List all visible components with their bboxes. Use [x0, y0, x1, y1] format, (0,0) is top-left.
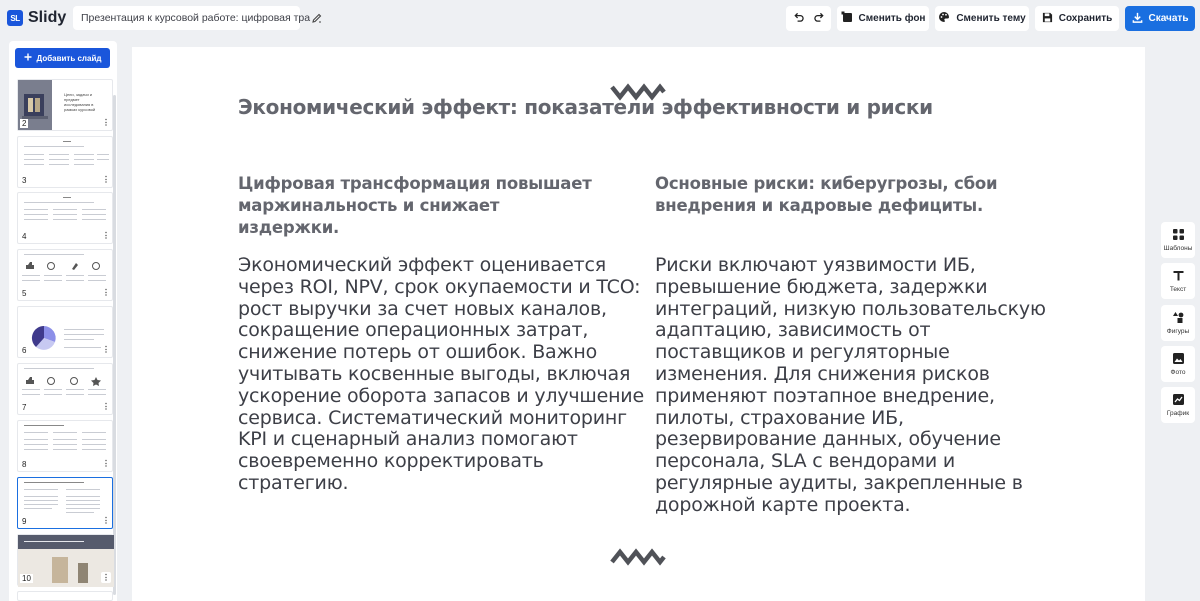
thumbnail-menu-icon[interactable]: ⋮ [102, 345, 110, 354]
thumbnail-text-line [24, 209, 48, 210]
chart-tool[interactable] [1161, 387, 1195, 423]
grid-icon [1173, 229, 1184, 242]
thumbnail-text-line [24, 500, 58, 501]
thumbnail-menu-icon[interactable]: ⋮ [102, 459, 110, 468]
save-button[interactable] [1035, 6, 1119, 31]
chart-label: График [1166, 409, 1190, 417]
thumbnail-number: 6 [22, 346, 27, 355]
palette-icon [938, 11, 950, 26]
document-title-text: Презентация к курсовой работе: цифровая тра [81, 12, 311, 24]
thumbnail-menu-icon[interactable]: ⋮ [102, 175, 110, 184]
change-background-label: Сменить фон [858, 13, 926, 24]
slide-thumbnail-7[interactable] [17, 363, 113, 415]
background-icon [841, 11, 853, 26]
app-name: Slidy [28, 9, 67, 26]
text-label: Текст [1169, 285, 1187, 293]
thumbnail-text-line [88, 394, 106, 395]
slide-thumbnail-5[interactable] [17, 249, 113, 301]
thumbnail-text-line [22, 389, 40, 390]
slide-thumbnail-4[interactable] [17, 192, 113, 244]
thumbnail-text-line [74, 164, 94, 165]
thumbnail-text-line [66, 500, 100, 501]
thumbnail-text-line [53, 209, 77, 210]
thumbnail-text-line [53, 449, 77, 450]
thumbnail-number: 3 [22, 176, 27, 185]
slide-title[interactable]: Экономический эффект: показатели эффективности и риски [238, 95, 933, 119]
zigzag-decoration-bottom [610, 547, 666, 567]
save-icon [1042, 12, 1053, 26]
thumbnail-text-line [82, 432, 106, 433]
thumbnail-photo-object [78, 563, 88, 583]
thumbnail-text-line [22, 275, 40, 276]
thumbnail-text-line [66, 504, 100, 505]
thumbnail-text-line [24, 439, 48, 440]
thumbnail-number: 4 [22, 232, 27, 241]
thumbnail-text-line [82, 219, 106, 220]
thumbnail-text-line [22, 280, 40, 281]
thumbnail-text-line [66, 508, 100, 509]
thumbnail-text-line [24, 219, 48, 220]
thumbnail-menu-icon[interactable]: ⋮ [102, 573, 110, 582]
thumbnail-text-line [24, 489, 58, 490]
shapes-tool[interactable] [1161, 305, 1195, 341]
thumbnail-number: 2 [22, 119, 27, 128]
thumbnail-heading-line [63, 141, 71, 142]
slide-thumbnail-6[interactable] [17, 306, 113, 358]
thumbnail-text-line [88, 389, 106, 390]
thumbnail-text-line [24, 154, 44, 155]
logo-mark-icon: SL [7, 10, 23, 26]
add-slide-button[interactable] [15, 48, 110, 68]
plus-icon [24, 53, 32, 63]
slide-canvas[interactable] [132, 47, 1145, 601]
thumbnail-text-line [22, 394, 40, 395]
thumbnail-text-line [82, 209, 106, 210]
thumbnail-text-line [82, 444, 106, 445]
thumbnail-text-line [24, 449, 48, 450]
shapes-label: Фигуры [1166, 327, 1190, 335]
thumbnail-text-line [24, 496, 58, 497]
thumbnail-text-line [24, 368, 94, 369]
thumbnail-menu-icon[interactable]: ⋮ [102, 118, 110, 127]
redo-icon[interactable] [814, 12, 825, 26]
thumbnail-number: 8 [22, 460, 27, 469]
photo-tool[interactable] [1161, 346, 1195, 382]
thumbnail-heading-line [24, 425, 64, 426]
thumbnail-text-line [44, 394, 62, 395]
thumbnail-menu-icon[interactable]: ⋮ [102, 402, 110, 411]
thumbnail-text-line [82, 439, 106, 440]
slide-thumbnail-next[interactable] [17, 591, 113, 601]
thumbnail-text-line [53, 214, 77, 215]
thumbnail-text-line [53, 439, 77, 440]
thumbnail-text-line [74, 159, 94, 160]
thumbnail-text-line [82, 449, 106, 450]
undo-icon[interactable] [793, 12, 804, 26]
thumbnail-icons-row [24, 261, 110, 271]
thumbnail-text-line [44, 275, 62, 276]
thumbnail-text-line [88, 275, 106, 276]
document-title-field[interactable] [73, 6, 311, 30]
thumbnail-menu-icon[interactable]: ⋮ [102, 288, 110, 297]
thumbnails-scrollbar[interactable] [113, 95, 116, 595]
save-label: Сохранить [1058, 13, 1113, 24]
slide-thumbnail-10[interactable] [17, 534, 113, 586]
thumbnail-text-line [64, 329, 104, 330]
app-logo[interactable] [7, 7, 66, 29]
thumbnail-menu-icon[interactable]: ⋮ [102, 231, 110, 240]
right-column-body[interactable]: Риски включают уязвимости ИБ, превышение бюджета, задержки интеграций, низкую пользовательскую адаптацию, зависимость от поставщиков и регуляторные изменения. Для снижения рисков применяют поэтапное внедрение, пилоты, страхование ИБ, резервирование данных, обучение персонала, SLA с вендорами и регулярные аудиты, закрепленные в дорожной карте проекта. [655, 254, 1046, 516]
image-icon [1173, 353, 1184, 366]
thumbnail-text-line [53, 219, 77, 220]
thumbnail-text-line [24, 202, 94, 203]
change-theme-label: Сменить тему [956, 13, 1026, 24]
thumbnail-text-line [82, 214, 106, 215]
thumbnail-title: Цели, задачи и предмет исследования в рамках курсовой [64, 92, 96, 112]
thumbnail-number: 7 [22, 403, 27, 412]
slide-thumbnail-3[interactable] [17, 136, 113, 188]
thumbnail-text-line [66, 512, 94, 513]
thumbnail-heading-line [63, 197, 71, 198]
slide-thumbnail-9[interactable] [17, 477, 113, 529]
shapes-icon [1173, 312, 1184, 325]
thumbnail-text-line [24, 164, 44, 165]
thumbnail-text-line [24, 146, 84, 147]
thumbnail-dark-banner [18, 535, 114, 549]
thumbnail-text-line [64, 334, 104, 335]
change-theme-button[interactable] [935, 6, 1029, 31]
thumbnail-text-line [74, 154, 94, 155]
thumbnail-text-line [53, 444, 77, 445]
templates-tool[interactable] [1161, 222, 1195, 258]
thumbnail-text-line [44, 280, 62, 281]
slide-thumbnail-8[interactable] [17, 420, 113, 472]
thumbnail-number: 9 [22, 517, 27, 526]
thumbnail-text-line [49, 164, 69, 165]
thumbnail-text-line [66, 275, 84, 276]
thumbnail-text-line [24, 159, 44, 160]
thumbnail-text-line [53, 432, 77, 433]
thumbnail-text-line [66, 496, 100, 497]
text-icon [1173, 270, 1184, 283]
pencil-icon[interactable] [310, 13, 322, 23]
chart-icon [1173, 394, 1184, 407]
left-column-body[interactable]: Экономический эффект оценивается через ROI, NPV, срок окупаемости и TCO: рост выручки за счет новых каналов, сокращение операционных затрат, снижение потерь от ошибок. Важно учитывать косвенные выгоды, включая ускорение оборота запасов и улучшение сервиса. Систематический мониторинг KPI и сценарный анализ помогают своевременно корректировать стратегию. [238, 254, 644, 494]
thumbnail-text-line [24, 214, 48, 215]
right-column-heading[interactable]: Основные риски: киберугрозы, сбои внедрения и кадровые дефициты. [655, 174, 998, 215]
thumbnail-text-line [64, 339, 94, 340]
top-bar [0, 0, 1200, 38]
slide-thumbnail-2[interactable] [17, 79, 113, 131]
thumbnail-text-line [97, 154, 109, 155]
change-background-button[interactable] [837, 6, 929, 31]
undo-redo-group [786, 6, 831, 31]
thumbnail-text-line [44, 389, 62, 390]
thumbnail-text-line [66, 394, 84, 395]
text-tool[interactable] [1161, 263, 1195, 299]
thumbnail-text-line [24, 508, 52, 509]
thumbnail-text-line [24, 432, 48, 433]
thumbnail-pie-chart [32, 326, 56, 350]
thumbnail-text-line [64, 347, 104, 348]
thumbnail-text-line [49, 154, 69, 155]
thumbnail-text-line [49, 159, 69, 160]
download-button[interactable] [1125, 6, 1195, 31]
thumbnail-heading-line [24, 482, 84, 483]
left-column-heading[interactable]: Цифровая трансформация повышает маржинальность и снижает издержки. [238, 174, 592, 237]
thumbnail-text-line [24, 444, 48, 445]
thumbnail-text-line [66, 280, 84, 281]
thumbnail-menu-icon[interactable]: ⋮ [102, 516, 110, 525]
thumbnail-text-line [24, 504, 58, 505]
thumbnail-text-line [66, 489, 100, 490]
add-slide-label: Добавить слайд [36, 53, 102, 63]
slide-thumbnails-panel [9, 41, 117, 601]
download-label: Скачать [1148, 13, 1189, 24]
thumbnail-text-line [88, 280, 106, 281]
thumbnail-heading-line [24, 541, 84, 542]
thumbnail-photo-object [52, 557, 68, 583]
templates-label: Шаблоны [1163, 244, 1193, 252]
thumbnail-text-line [97, 159, 109, 160]
thumbnail-text-line [24, 254, 84, 255]
photo-label: Фото [1170, 368, 1186, 376]
download-icon [1132, 12, 1143, 26]
thumbnail-icons-row [24, 376, 110, 386]
thumbnail-number: 10 [22, 574, 31, 583]
thumbnail-number: 5 [22, 289, 27, 298]
thumbnail-text-line [66, 389, 84, 390]
